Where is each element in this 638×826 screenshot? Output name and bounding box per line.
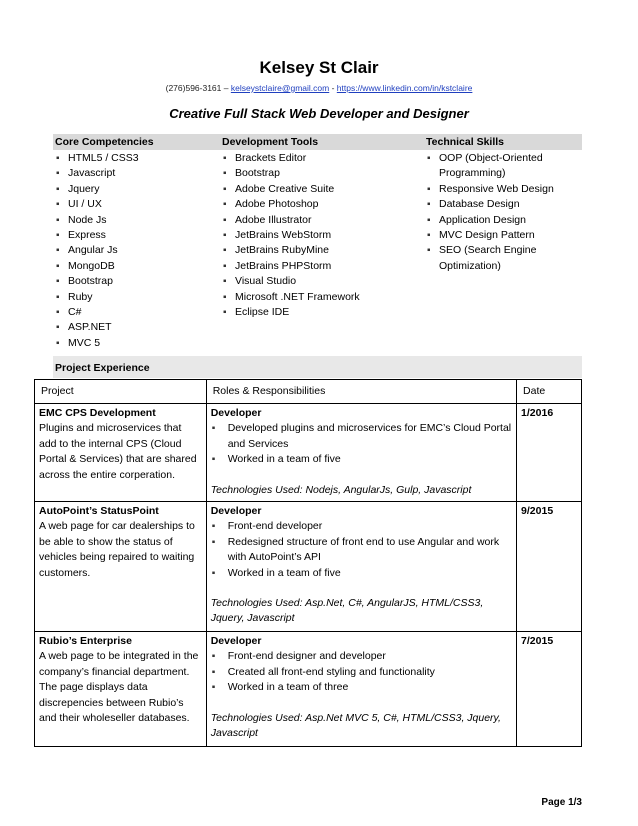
column-header: Roles & Responsibilities xyxy=(206,380,516,404)
skill-item: ▪ Bootstrap xyxy=(55,274,215,289)
skill-item: ▪ Angular Js xyxy=(55,243,215,258)
technical-skill-item: ▪ SEO (Search Engine Optimization) xyxy=(426,243,576,274)
project-description: A web page for car dealerships to be able to show the status of vehicles being repaired to waiting customers. xyxy=(39,520,195,579)
responsibility-list xyxy=(211,519,512,581)
contact-line xyxy=(0,83,638,93)
skill-item: ▪ Node Js xyxy=(55,213,215,228)
column-header: Project xyxy=(35,380,207,404)
table-row xyxy=(35,502,582,632)
role-title: Developer xyxy=(210,505,262,517)
responsibility-item: ▪ Created all front-end styling and functionality xyxy=(211,665,512,680)
skill-item: ▪ Jquery xyxy=(55,182,215,197)
phone-number: (276)596-3161 – xyxy=(165,83,231,93)
tool-item: ▪ Eclipse IDE xyxy=(222,305,422,320)
skills-column-title: Development Tools xyxy=(222,136,319,148)
role-title: Developer xyxy=(210,407,262,419)
responsibility-item: ▪ Worked in a team of three xyxy=(211,680,512,695)
responsibility-list xyxy=(211,649,512,695)
responsibility-list xyxy=(211,421,512,467)
tool-item: ▪ Adobe Creative Suite xyxy=(222,182,422,197)
contact-separator: - xyxy=(329,83,337,93)
tool-item: ▪ JetBrains RubyMine xyxy=(222,243,422,258)
skill-item: ▪ Ruby xyxy=(55,290,215,305)
project-name: Rubio’s Enterprise xyxy=(39,635,132,647)
headline: Creative Full Stack Web Developer and Designer xyxy=(169,106,469,121)
project-table xyxy=(34,379,582,747)
role-title: Developer xyxy=(210,635,262,647)
responsibility-item: ▪ Redesigned structure of front end to use Angular and work with AutoPoint’s API xyxy=(211,535,512,566)
project-description: A web page to be integrated in the company’s financial department. The page displays data discrepencies between Rubio’s and their wholeseller databases. xyxy=(39,650,199,725)
responsibility-item: ▪ Front-end developer xyxy=(211,519,512,534)
technical-skill-item: ▪ OOP (Object-Oriented Programming) xyxy=(426,151,576,182)
tool-item: ▪ Adobe Illustrator xyxy=(222,213,422,228)
roles-cell xyxy=(206,502,516,632)
technical-skill-item: ▪ MVC Design Pattern xyxy=(426,228,576,243)
tool-item: ▪ JetBrains PHPStorm xyxy=(222,259,422,274)
skill-item: ▪ HTML5 / CSS3 xyxy=(55,151,215,166)
skill-item: ▪ C# xyxy=(55,305,215,320)
project-name: AutoPoint’s StatusPoint xyxy=(39,505,159,517)
project-cell xyxy=(35,502,207,632)
column-header: Date xyxy=(517,380,582,404)
tool-item: ▪ Brackets Editor xyxy=(222,151,422,166)
technologies-used: Technologies Used: Asp.Net, C#, AngularJS, HTML/CSS3, Jquery, Javascript xyxy=(210,597,484,625)
skill-item: ▪ Express xyxy=(55,228,215,243)
table-row xyxy=(35,632,582,747)
roles-cell xyxy=(206,632,516,747)
table-header-row xyxy=(35,380,582,404)
tool-item: ▪ Adobe Photoshop xyxy=(222,197,422,212)
candidate-name: Kelsey St Clair xyxy=(259,58,379,77)
table-row xyxy=(35,404,582,502)
page-number: Page 1/3 xyxy=(541,797,582,808)
core-competencies-list xyxy=(55,151,215,351)
responsibility-item: ▪ Worked in a team of five xyxy=(211,566,512,581)
project-date: 9/2015 xyxy=(517,502,582,632)
skill-item: ▪ MVC 5 xyxy=(55,336,215,351)
tool-item: ▪ Visual Studio xyxy=(222,274,422,289)
project-date: 7/2015 xyxy=(517,632,582,747)
project-cell xyxy=(35,632,207,747)
responsibility-item: ▪ Front-end designer and developer xyxy=(211,649,512,664)
skills-header-bar xyxy=(53,134,582,150)
technical-skill-item: ▪ Application Design xyxy=(426,213,576,228)
skill-item: ▪ MongoDB xyxy=(55,259,215,274)
project-description: Plugins and microservices that add to the internal CPS (Cloud Portal & Services) that are shared across the entire corperation. xyxy=(39,422,197,481)
skills-column-title: Technical Skills xyxy=(426,136,505,148)
project-cell xyxy=(35,404,207,502)
responsibility-item: ▪ Developed plugins and microservices for EMC’s Cloud Portal and Services xyxy=(211,421,512,452)
project-date: 1/2016 xyxy=(517,404,582,502)
tool-item: ▪ Microsoft .NET Framework xyxy=(222,290,422,305)
skill-item: ▪ Javascript xyxy=(55,166,215,181)
responsibility-item: ▪ Worked in a team of five xyxy=(211,452,512,467)
roles-cell xyxy=(206,404,516,502)
development-tools-list xyxy=(222,151,422,320)
skill-item: ▪ ASP.NET xyxy=(55,320,215,335)
technical-skills-list xyxy=(426,151,576,274)
linkedin-link[interactable]: https://www.linkedin.com/in/kstclaire xyxy=(336,83,473,93)
project-name: EMC CPS Development xyxy=(39,407,156,419)
tool-item: ▪ Bootstrap xyxy=(222,166,422,181)
technical-skill-item: ▪ Database Design xyxy=(426,197,576,212)
email-link[interactable]: kelseystclaire@gmail.com xyxy=(230,83,330,93)
section-title: Project Experience xyxy=(55,362,150,374)
technical-skill-item: ▪ Responsive Web Design xyxy=(426,182,576,197)
technologies-used: Technologies Used: Asp.Net MVC 5, C#, HTML/CSS3, Jquery, Javascript xyxy=(210,711,501,740)
skills-column-title: Core Competencies xyxy=(55,136,154,148)
project-experience-header xyxy=(53,356,582,378)
tool-item: ▪ JetBrains WebStorm xyxy=(222,228,422,243)
skill-item: ▪ UI / UX xyxy=(55,197,215,212)
technologies-used: Technologies Used: Nodejs, AngularJs, Gulp, Javascript xyxy=(210,483,472,496)
